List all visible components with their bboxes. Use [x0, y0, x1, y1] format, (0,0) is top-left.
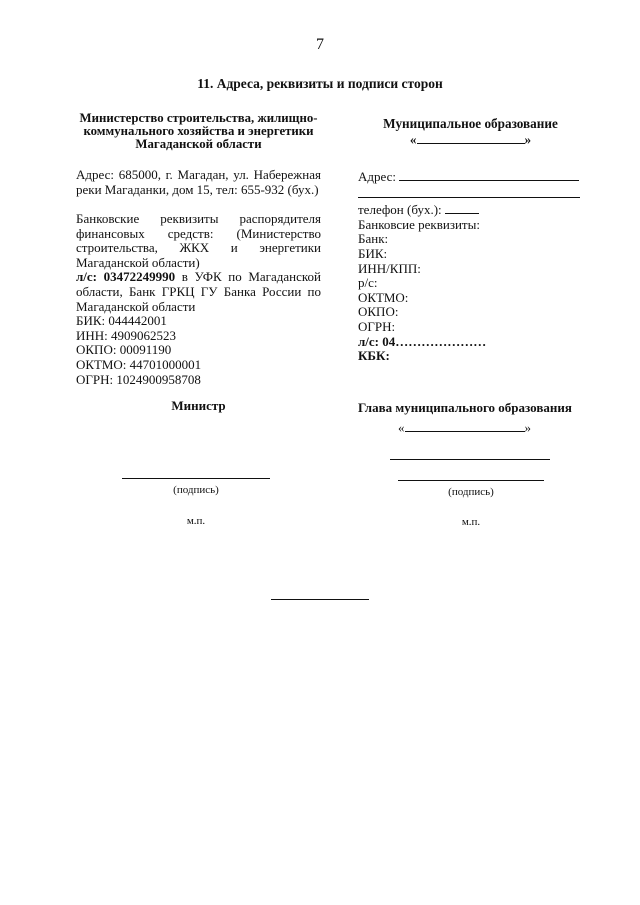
- section-title: 11. Адреса, реквизиты и подписи сторон: [197, 76, 443, 91]
- right-signature-caption: (подпись): [448, 486, 494, 498]
- right-stamp: м.п.: [461, 516, 481, 528]
- right-inn-kpp: ИНН/КПП:: [358, 260, 421, 276]
- page-number: 7: [316, 36, 324, 53]
- right-fields: [358, 168, 583, 364]
- right-address-blank: [399, 168, 579, 181]
- left-account: [76, 270, 321, 314]
- left-account-label: л/с: 03472249990: [76, 269, 176, 285]
- right-address-row: [358, 168, 583, 185]
- quote-close: »: [524, 132, 532, 147]
- right-ogrn: ОГРН:: [358, 318, 396, 334]
- signer-quote-close: »: [524, 420, 531, 435]
- left-signature-caption: (подпись): [173, 484, 219, 496]
- right-account: л/с: 04…………………: [358, 333, 487, 349]
- right-rs: р/с:: [358, 275, 378, 291]
- signer-quote-open: «: [398, 420, 405, 435]
- right-signer-name-blank: [405, 431, 525, 432]
- quote-open: «: [409, 132, 417, 147]
- right-signer-title: Глава муниципального образования: [358, 400, 572, 415]
- right-kbk: КБК:: [358, 348, 390, 364]
- left-bank-line3: строительства, ЖКХ и энергетики: [76, 240, 321, 256]
- left-account-rest: в УФК по Магаданской области, Банк ГРКЦ ГУ Банка России по Магаданской области: [76, 269, 321, 314]
- left-stamp: м.п.: [186, 515, 206, 527]
- left-bank-line2: финансовых средств: (Министерство: [76, 225, 321, 241]
- left-oktmo: ОКТМО: 44701000001: [76, 356, 202, 372]
- left-signature-line: [122, 478, 270, 479]
- right-name-field: [358, 132, 583, 148]
- right-bank: Банк:: [358, 231, 389, 247]
- left-bank-line4: Магаданской области): [76, 254, 200, 270]
- right-signature-line-1: [390, 459, 550, 460]
- right-phone-label: телефон (бух.):: [358, 202, 442, 218]
- left-okpo: ОКПО: 00091190: [76, 342, 172, 358]
- right-heading-block: [358, 116, 583, 148]
- right-signature-line-2: [398, 480, 544, 481]
- right-phone-row: [358, 201, 583, 218]
- right-bank-label: Банковсие реквизиты:: [358, 216, 480, 232]
- end-divider: [271, 599, 369, 600]
- right-address-label: Адрес:: [358, 169, 396, 184]
- right-name-blank: [417, 143, 525, 144]
- left-bank-line1: Банковские реквизиты распорядителя: [76, 211, 321, 226]
- left-address: Адрес: 685000, г. Магадан, ул. Набережная реки Магаданки, дом 15, тел: 655-932 (бух.): [76, 167, 321, 197]
- left-bank-details: [76, 212, 321, 387]
- right-heading: Муниципальное образование: [383, 116, 558, 131]
- right-oktmo: ОКТМО:: [358, 289, 409, 305]
- left-inn: ИНН: 4909062523: [76, 327, 177, 343]
- right-address-blank2: [358, 185, 580, 198]
- left-signer-title: Министр: [171, 398, 226, 413]
- left-bik: БИК: 044442001: [76, 313, 167, 329]
- left-ogrn: ОГРН: 1024900958708: [76, 371, 201, 387]
- right-okpo: ОКПО:: [358, 304, 399, 320]
- right-address-row2: [358, 185, 583, 202]
- right-bik: БИК:: [358, 245, 388, 261]
- right-phone-blank: [445, 201, 479, 214]
- left-heading: Министерство строительства, жилищно-коммунального хозяйства и энергетики Магаданской области: [79, 111, 318, 152]
- right-signer-name-field: [398, 420, 531, 436]
